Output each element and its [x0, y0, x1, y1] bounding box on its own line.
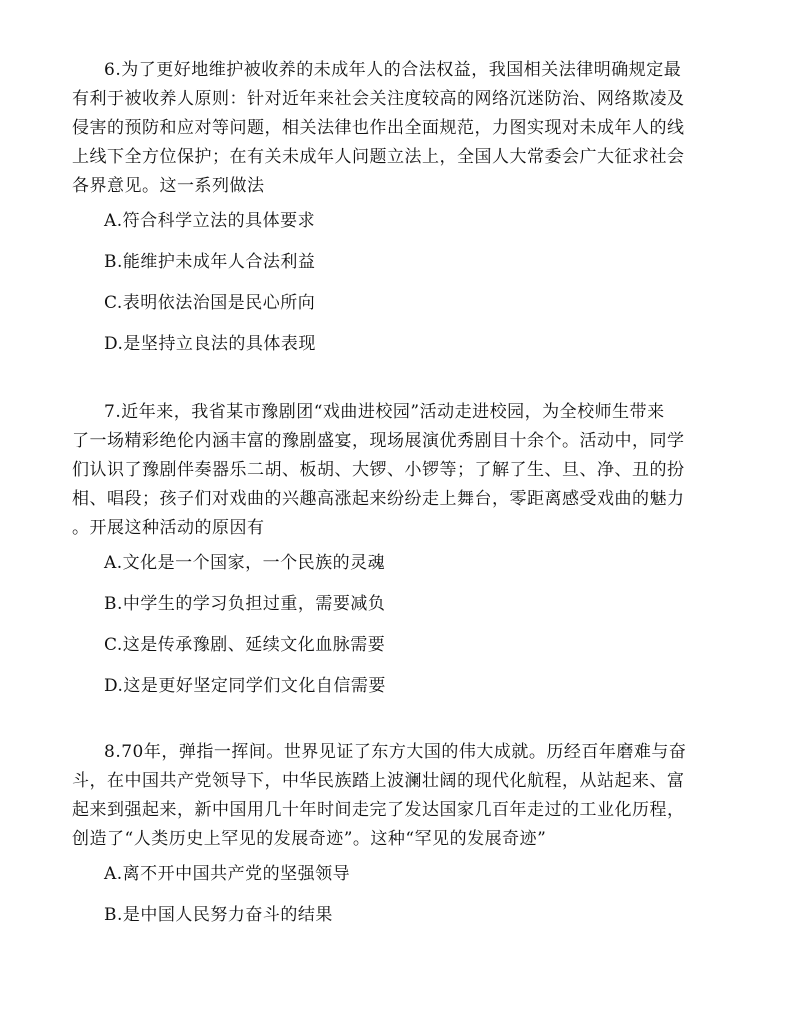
question-6 [72, 56, 736, 371]
question-7 [72, 398, 736, 713]
option-b: B.是中国人民努力奋斗的结果 [104, 905, 333, 925]
stem-line: 斗，在中国共产党领导下，中华民族踏上波澜壮阔的现代化航程，从站起来、富 [72, 771, 685, 791]
stem-line: 上线下全方位保护；在有关未成年人问题立法上，全国人大常委会广大征求社会 [72, 147, 685, 167]
stem-line: 了一场精彩绝伦内涵丰富的豫剧盛宴，现场展演优秀剧目十余个。活动中，同学 [72, 431, 685, 451]
stem-line: 相、唱段；孩子们对戏曲的兴趣高涨起来纷纷走上舞台，零距离感受戏曲的魅力 [72, 489, 685, 509]
stem-line: 起来到强起来，新中国用几十年时间走完了发达国家几百年走过的工业化历程， [72, 800, 685, 820]
stem-line: 8.70年，弹指一挥间。世界见证了东方大国的伟大成就。历经百年磨难与奋 [104, 742, 687, 762]
option-d: D.这是更好坚定同学们文化自信需要 [104, 676, 386, 696]
stem-line: 。开展这种活动的原因有 [72, 518, 265, 538]
question-stem [72, 738, 736, 854]
option-c: C.表明依法治国是民心所向 [104, 293, 316, 313]
stem-line: 7.近年来，我省某市豫剧团“戏曲进校园”活动走进校园，为全校师生带来 [104, 402, 665, 422]
stem-line: 各界意见。这一系列做法 [72, 176, 265, 196]
option-b: B.中学生的学习负担过重，需要减负 [104, 594, 386, 614]
option-a: A.离不开中国共产党的坚强领导 [104, 864, 351, 884]
option-b: B.能维护未成年人合法利益 [104, 252, 316, 272]
stem-line: 6.为了更好地维护被收养的未成年人的合法权益，我国相关法律明确规定最 [104, 60, 682, 80]
option-d: D.是坚持立良法的具体表现 [104, 334, 316, 354]
stem-line: 侵害的预防和应对等问题，相关法律也作出全面规范，力图实现对未成年人的线 [72, 118, 685, 138]
option-a: A.符合科学立法的具体要求 [104, 211, 316, 231]
options-list [72, 549, 736, 701]
stem-line: 们认识了豫剧伴奏器乐二胡、板胡、大锣、小锣等；了解了生、旦、净、丑的扮 [72, 460, 685, 480]
question-8 [72, 738, 736, 942]
option-a: A.文化是一个国家，一个民族的灵魂 [104, 553, 386, 573]
options-list [72, 860, 736, 930]
stem-line: 有利于被收养人原则：针对近年来社会关注度较高的网络沉迷防治、网络欺凌及 [72, 89, 685, 109]
stem-line: 创造了“人类历史上罕见的发展奇迹”。这种“罕见的发展奇迹” [72, 829, 547, 849]
option-c: C.这是传承豫剧、延续文化血脉需要 [104, 635, 386, 655]
question-stem [72, 56, 736, 201]
options-list [72, 207, 736, 359]
question-stem [72, 398, 736, 543]
